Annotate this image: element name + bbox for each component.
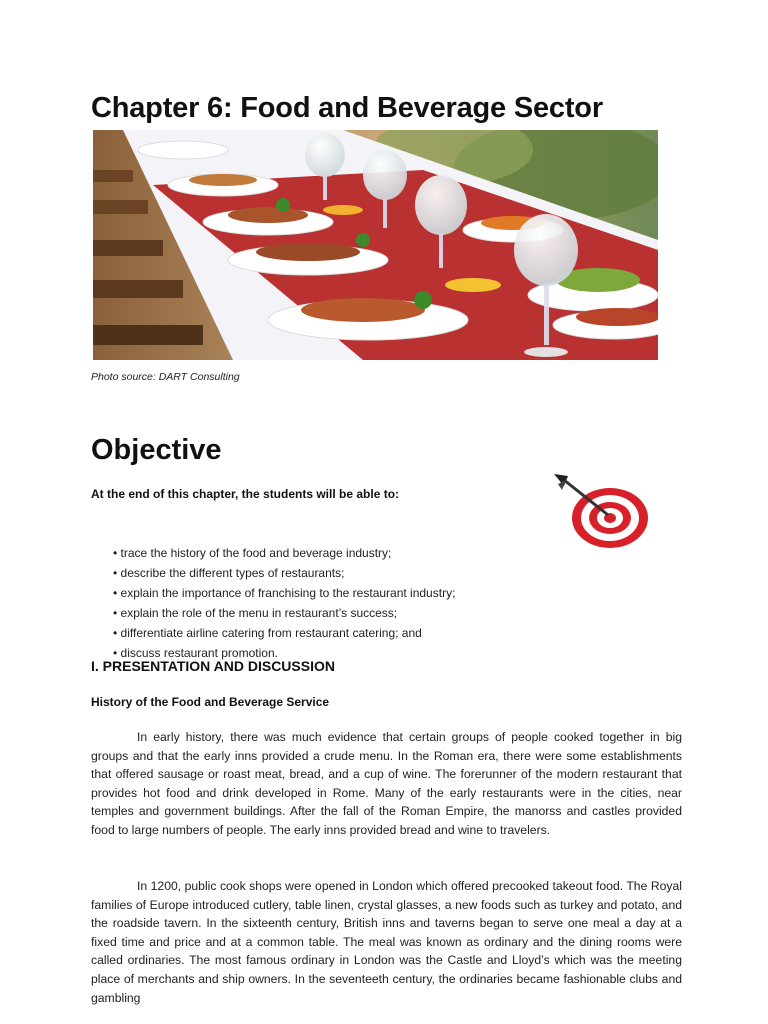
objective-item: • explain the importance of franchising to the restaurant industry; [113, 583, 455, 603]
history-paragraph-1: In early history, there was much evidence that certain groups of people cooked together in big groups and that the early inns provided a crude menu. In the Roman era, there were some establishments that offered sausage or roast meat, bread, and a cup of wine. The forerunner of the modern restaurant that provides hot food and drink developed in Rome. Many of the early restaurants were in the cities, near temples and government buildings. After the fall of the Roman Empire, the manorss and castles provided food to large numbers of people. The early inns provided bread and wine to travelers. [91, 730, 682, 837]
banquet-table-illustration [93, 130, 658, 360]
section-heading: I. PRESENTATION AND DISCUSSION [91, 658, 335, 674]
objective-item: • trace the history of the food and beverage industry; [113, 543, 455, 563]
subsection-heading: History of the Food and Beverage Service [91, 695, 330, 709]
objective-item: • explain the role of the menu in restaurant’s success; [113, 603, 455, 623]
chapter-title: Chapter 6: Food and Beverage Sector [91, 92, 603, 124]
history-paragraph-2: In 1200, public cook shops were opened in London which offered precooked takeout food. The Royal families of Europe introduced cutlery, table linen, crystal glasses, a new foods such as turkey and potato, and the roadside tavern. In the sixteenth century, British inns and taverns began to serve one meal a day at a fixed time and price and at a common table. The meal was known as ordinary and the dining rooms were called ordinaries. The most famous ordinary in London was the Castle and Lloyd’s which was the meeting place of merchants and ship owners. In the seventeeth century, the ordinaries became fashionable clubs and gambling [91, 879, 682, 1005]
banquet-table-photo [93, 130, 658, 360]
objective-item: • differentiate airline catering from restaurant catering; and [113, 623, 455, 643]
dartboard-target-icon [550, 470, 658, 554]
objective-item: • discuss restaurant promotion. [113, 643, 455, 663]
objective-intro: At the end of this chapter, the students will be able to: [91, 487, 400, 501]
objectives-list [113, 543, 455, 663]
objective-heading: Objective [91, 434, 222, 466]
photo-caption: Photo source: DART Consulting [91, 371, 240, 383]
objective-item: • describe the different types of restaurants; [113, 563, 455, 583]
